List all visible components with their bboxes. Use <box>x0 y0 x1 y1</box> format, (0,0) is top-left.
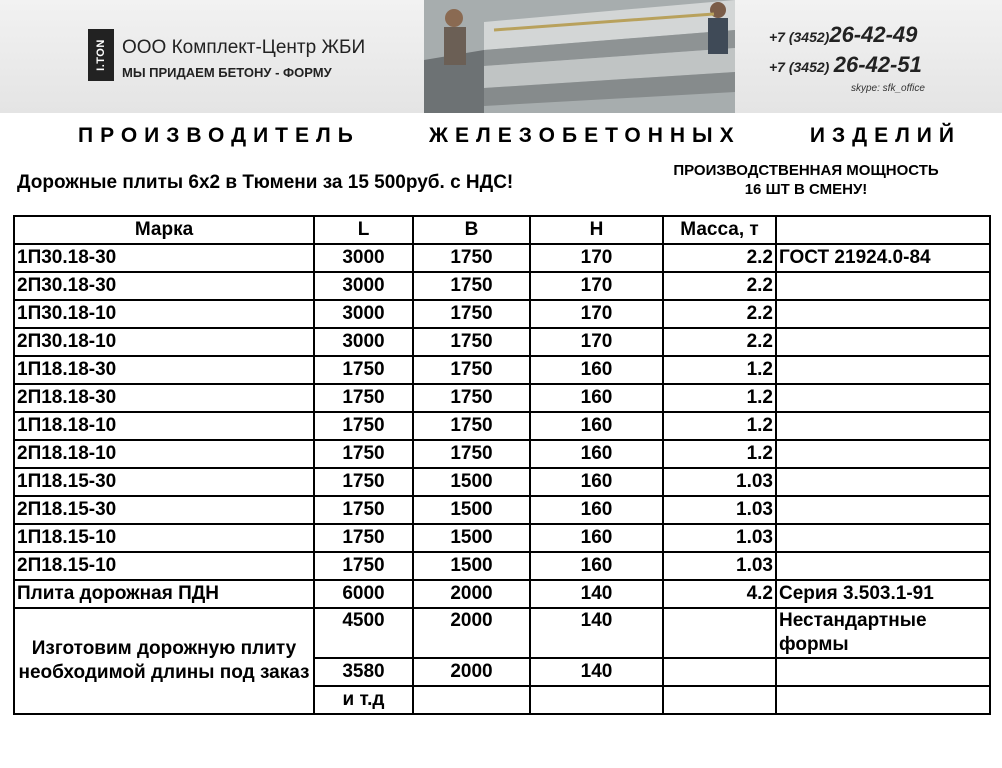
table-cell: 6000 <box>314 580 413 608</box>
table-cell: 1.2 <box>663 412 776 440</box>
products-table <box>13 215 991 715</box>
table-cell <box>530 686 663 714</box>
table-cell: 2.2 <box>663 272 776 300</box>
table-cell: 1.03 <box>663 496 776 524</box>
col-header-length: L <box>314 216 413 244</box>
table-cell: 1750 <box>413 412 530 440</box>
headline-word-1: ПРОИЗВОДИТЕЛЬ <box>78 124 360 147</box>
page-headline <box>0 124 1002 154</box>
table-cell: 1750 <box>413 244 530 272</box>
table-cell: 1750 <box>413 328 530 356</box>
table-cell: 1.2 <box>663 384 776 412</box>
capacity-line-1: ПРОИЗВОДСТВЕННАЯ МОЩНОСТЬ <box>673 162 939 179</box>
table-cell: 1.03 <box>663 524 776 552</box>
product-mark: 1П18.15-30 <box>14 468 314 496</box>
table-cell: 140 <box>530 608 663 658</box>
table-cell <box>776 412 990 440</box>
table-cell: 160 <box>530 384 663 412</box>
table-cell <box>776 524 990 552</box>
table-cell <box>413 686 530 714</box>
table-cell: 160 <box>530 440 663 468</box>
table-cell <box>776 300 990 328</box>
table-row <box>14 496 990 524</box>
offer-text: Дорожные плиты 6х2 в Тюмени за 15 500руб. с НДС! <box>17 172 514 193</box>
product-mark: 2П18.15-10 <box>14 552 314 580</box>
table-cell: 160 <box>530 552 663 580</box>
phone-2-number: 26-42-51 <box>833 52 922 77</box>
col-header-note <box>776 216 990 244</box>
product-mark: 1П18.15-10 <box>14 524 314 552</box>
table-cell: 2.2 <box>663 328 776 356</box>
table-cell: 1750 <box>413 384 530 412</box>
table-row <box>14 552 990 580</box>
col-header-height: H <box>530 216 663 244</box>
col-header-mass: Масса, т <box>663 216 776 244</box>
phone-1-code: +7 (3452) <box>769 29 830 45</box>
table-cell <box>776 440 990 468</box>
table-cell: 160 <box>530 412 663 440</box>
table-row-custom-1 <box>14 608 990 658</box>
table-row <box>14 328 990 356</box>
table-cell: 170 <box>530 272 663 300</box>
table-cell: 4500 <box>314 608 413 658</box>
table-cell: 1750 <box>314 384 413 412</box>
table-row <box>14 384 990 412</box>
col-header-width: B <box>413 216 530 244</box>
table-cell: 160 <box>530 356 663 384</box>
table-row <box>14 468 990 496</box>
table-cell <box>776 552 990 580</box>
table-cell: 160 <box>530 468 663 496</box>
capacity-note <box>630 161 982 199</box>
table-row <box>14 412 990 440</box>
phone-2[interactable] <box>769 52 922 78</box>
table-cell: 1.2 <box>663 356 776 384</box>
table-cell <box>663 658 776 686</box>
product-mark: 2П18.15-30 <box>14 496 314 524</box>
product-mark: 2П30.18-30 <box>14 272 314 300</box>
table-cell: 3000 <box>314 300 413 328</box>
custom-order-note: Изготовим дорожную плиту необходимой длины под заказ <box>14 608 314 714</box>
table-cell: 2000 <box>413 580 530 608</box>
company-slogan: МЫ ПРИДАЕМ БЕТОНУ - ФОРМУ <box>122 65 332 80</box>
table-cell: 1500 <box>413 524 530 552</box>
logo-text: I.TON <box>95 39 108 71</box>
table-cell: 160 <box>530 496 663 524</box>
table-cell: 1.03 <box>663 552 776 580</box>
product-photo <box>424 0 735 113</box>
table-cell: 1750 <box>314 440 413 468</box>
table-cell: 140 <box>530 580 663 608</box>
table-cell: 1750 <box>314 524 413 552</box>
nonstandard-forms-note: Нестандартные формы <box>776 608 990 658</box>
table-cell: 1750 <box>413 272 530 300</box>
table-cell: 3000 <box>314 244 413 272</box>
table-cell: 2000 <box>413 608 530 658</box>
table-cell <box>776 328 990 356</box>
table-cell: 1750 <box>314 468 413 496</box>
table-cell <box>776 272 990 300</box>
table-cell <box>663 608 776 658</box>
table-cell: 1750 <box>314 552 413 580</box>
header-banner <box>0 0 1002 113</box>
table-row <box>14 300 990 328</box>
table-cell <box>776 384 990 412</box>
table-cell: 160 <box>530 524 663 552</box>
product-mark: 2П18.18-30 <box>14 384 314 412</box>
table-row <box>14 524 990 552</box>
table-cell: 2000 <box>413 658 530 686</box>
table-cell: 1.2 <box>663 440 776 468</box>
table-row <box>14 440 990 468</box>
phone-2-code: +7 (3452) <box>769 59 830 75</box>
table-cell: 1500 <box>413 468 530 496</box>
table-cell: 1500 <box>413 496 530 524</box>
product-mark: 2П18.18-10 <box>14 440 314 468</box>
capacity-line-2: 16 ШТ В СМЕНУ! <box>744 181 868 198</box>
table-row <box>14 272 990 300</box>
company-name: ООО Комплект-Центр ЖБИ <box>122 37 366 58</box>
table-cell <box>776 356 990 384</box>
table-cell: 1.03 <box>663 468 776 496</box>
table-header-row <box>14 216 990 244</box>
phone-1-number: 26-42-49 <box>829 22 918 47</box>
table-cell: 170 <box>530 300 663 328</box>
table-row <box>14 244 990 272</box>
table-body <box>14 244 990 714</box>
table-cell: 2.2 <box>663 300 776 328</box>
table-cell: 170 <box>530 244 663 272</box>
table-cell: 1750 <box>413 440 530 468</box>
table-cell <box>663 686 776 714</box>
product-mark: Плита дорожная ПДН <box>14 580 314 608</box>
table-cell: 2.2 <box>663 244 776 272</box>
table-cell <box>776 468 990 496</box>
table-cell: 1750 <box>314 412 413 440</box>
table-cell: 1750 <box>413 300 530 328</box>
headline-word-3: ИЗДЕЛИЙ <box>809 124 961 147</box>
headline-word-2: ЖЕЛЕЗОБЕТОННЫХ <box>429 124 741 147</box>
product-mark: 1П30.18-10 <box>14 300 314 328</box>
table-row <box>14 580 990 608</box>
table-cell: 140 <box>530 658 663 686</box>
table-row <box>14 356 990 384</box>
product-mark: 1П30.18-30 <box>14 244 314 272</box>
table-cell: и т.д <box>314 686 413 714</box>
table-cell <box>776 496 990 524</box>
table-cell <box>776 658 990 686</box>
table-cell: Серия 3.503.1-91 <box>776 580 990 608</box>
table-cell: 170 <box>530 328 663 356</box>
table-cell <box>776 686 990 714</box>
product-mark: 1П18.18-10 <box>14 412 314 440</box>
table-cell: 1500 <box>413 552 530 580</box>
table-cell: 1750 <box>413 356 530 384</box>
table-cell: 1750 <box>314 496 413 524</box>
table-cell: ГОСТ 21924.0-84 <box>776 244 990 272</box>
product-mark: 2П30.18-10 <box>14 328 314 356</box>
table-cell: 3000 <box>314 328 413 356</box>
company-logo <box>88 29 114 81</box>
product-mark: 1П18.18-30 <box>14 356 314 384</box>
col-header-mark: Марка <box>14 216 314 244</box>
phone-1[interactable] <box>769 22 917 48</box>
skype-contact[interactable]: skype: sfk_office <box>851 83 925 94</box>
table-cell: 3000 <box>314 272 413 300</box>
table-cell: 1750 <box>314 356 413 384</box>
table-cell: 3580 <box>314 658 413 686</box>
table-cell: 4.2 <box>663 580 776 608</box>
